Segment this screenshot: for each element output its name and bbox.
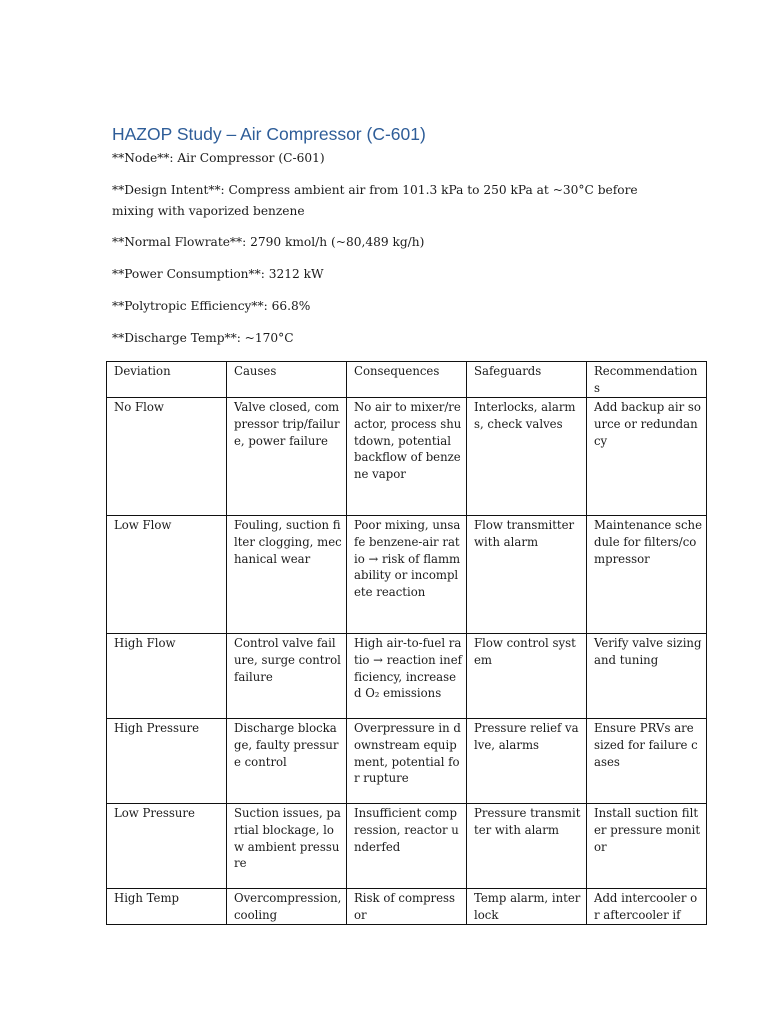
cell-causes: Valve closed, compressor trip/failure, power failure	[227, 398, 347, 516]
table-row	[107, 398, 707, 516]
cell-consequences: Insufficient compression, reactor underfed	[347, 804, 467, 889]
header-safeguards: Safeguards	[467, 362, 587, 398]
cell-deviation: No Flow	[107, 398, 227, 516]
cell-deviation: Low Flow	[107, 516, 227, 634]
header-deviation: Deviation	[107, 362, 227, 398]
table-row	[107, 516, 707, 634]
cell-safeguards: Flow transmitter with alarm	[467, 516, 587, 634]
polytropic-efficiency-line: **Polytropic Efficiency**: 66.8%	[112, 299, 311, 313]
cell-safeguards: Pressure transmitter with alarm	[467, 804, 587, 889]
page-title: HAZOP Study – Air Compressor (C-601)	[112, 124, 426, 144]
cell-safeguards: Pressure relief valve, alarms	[467, 719, 587, 804]
cell-consequences: No air to mixer/reactor, process shutdown, potential backflow of benzene vapor	[347, 398, 467, 516]
cell-deviation: High Flow	[107, 634, 227, 719]
cell-recommendations: Verify valve sizing and tuning	[587, 634, 707, 719]
table-row	[107, 804, 707, 889]
cell-recommendations: Add intercooler or aftercooler if	[587, 889, 707, 925]
table-row	[107, 634, 707, 719]
cell-consequences: High air-to-fuel ratio → reaction inefficiency, increased O₂ emissions	[347, 634, 467, 719]
cell-recommendations: Maintenance schedule for filters/compressor	[587, 516, 707, 634]
cell-consequences: Risk of compressor	[347, 889, 467, 925]
header-recommendations: Recommendations	[587, 362, 707, 398]
power-consumption-line: **Power Consumption**: 3212 kW	[112, 267, 324, 281]
cell-recommendations: Install suction filter pressure monitor	[587, 804, 707, 889]
discharge-temp-line: **Discharge Temp**: ~170°C	[112, 331, 294, 345]
table-row	[107, 719, 707, 804]
cell-safeguards: Interlocks, alarms, check valves	[467, 398, 587, 516]
hazop-table	[106, 361, 707, 925]
cell-safeguards: Flow control system	[467, 634, 587, 719]
cell-safeguards: Temp alarm, interlock	[467, 889, 587, 925]
cell-recommendations: Ensure PRVs are sized for failure cases	[587, 719, 707, 804]
cell-deviation: High Temp	[107, 889, 227, 925]
header-causes: Causes	[227, 362, 347, 398]
node-line: **Node**: Air Compressor (C-601)	[112, 151, 325, 165]
table-row	[107, 889, 707, 925]
cell-deviation: High Pressure	[107, 719, 227, 804]
cell-causes: Suction issues, partial blockage, low ambient pressure	[227, 804, 347, 889]
cell-consequences: Overpressure in downstream equipment, potential for rupture	[347, 719, 467, 804]
cell-causes: Fouling, suction filter clogging, mechanical wear	[227, 516, 347, 634]
cell-deviation: Low Pressure	[107, 804, 227, 889]
table-header-row	[107, 362, 707, 398]
normal-flowrate-line: **Normal Flowrate**: 2790 kmol/h (~80,489 kg/h)	[112, 235, 425, 249]
cell-recommendations: Add backup air source or redundancy	[587, 398, 707, 516]
cell-causes: Discharge blockage, faulty pressure control	[227, 719, 347, 804]
header-consequences: Consequences	[347, 362, 467, 398]
design-intent-line: **Design Intent**: Compress ambient air from 101.3 kPa to 250 kPa at ~30°C before mixing with vaporized benzene	[112, 183, 638, 218]
cell-causes: Control valve failure, surge control failure	[227, 634, 347, 719]
cell-consequences: Poor mixing, unsafe benzene-air ratio → risk of flammability or incomplete reaction	[347, 516, 467, 634]
cell-causes: Overcompression, cooling	[227, 889, 347, 925]
